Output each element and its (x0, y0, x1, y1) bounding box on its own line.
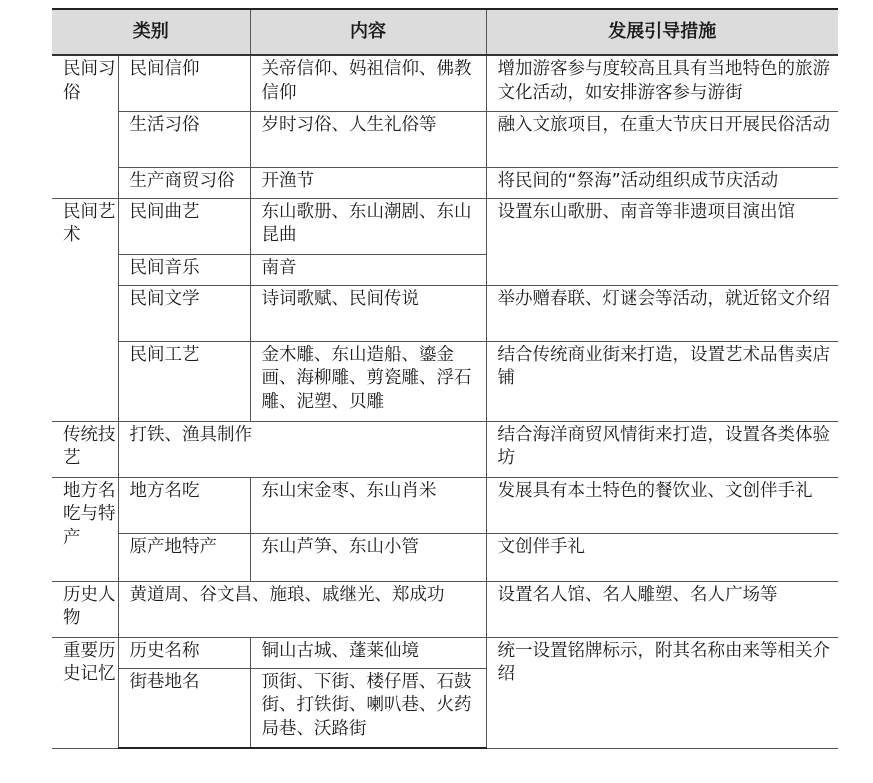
content-cell: 黄道周、谷文昌、施琅、戚继光、郑成功 (118, 581, 486, 637)
header-content: 内容 (250, 9, 486, 55)
measure-cell: 结合传统商业街来打造，设置艺术品售卖店铺 (486, 341, 838, 421)
measure-cell: 设置名人馆、名人雕塑、名人广场等 (486, 581, 838, 637)
subcategory-cell: 历史名称 (118, 637, 250, 668)
category-historical-memory: 重要历史记忆 (52, 637, 118, 748)
header-category: 类别 (52, 9, 250, 55)
content-cell: 开渔节 (250, 167, 486, 198)
measures-table (52, 8, 838, 749)
subcategory-cell: 民间信仰 (118, 55, 250, 111)
subcategory-cell: 生产商贸习俗 (118, 167, 250, 198)
content-cell: 东山歌册、东山潮剧、东山昆曲 (250, 198, 486, 254)
measure-cell: 举办赠春联、灯谜会等活动，就近铭文介绍 (486, 285, 838, 341)
subcategory-cell: 民间音乐 (118, 254, 250, 285)
measure-cell: 将民间的“祭海”活动组织成节庆活动 (486, 167, 838, 198)
content-cell: 岁时习俗、人生礼俗等 (250, 111, 486, 167)
subcategory-cell: 地方名吃 (118, 477, 250, 533)
table-row (52, 477, 838, 533)
measure-cell: 发展具有本土特色的餐饮业、文创伴手礼 (486, 477, 838, 533)
content-cell: 诗词歌赋、民间传说 (250, 285, 486, 341)
content-cell: 东山芦笋、东山小管 (250, 533, 486, 581)
category-folk-customs: 民间习俗 (52, 55, 118, 198)
subcategory-cell: 民间文学 (118, 285, 250, 341)
content-cell: 东山宋金枣、东山肖米 (250, 477, 486, 533)
measure-cell: 融入文旅项目，在重大节庆日开展民俗活动 (486, 111, 838, 167)
table-row (52, 581, 838, 637)
subcategory-cell: 原产地特产 (118, 533, 250, 581)
table-row (52, 285, 838, 341)
measure-cell: 增加游客参与度较高且具有当地特色的旅游文化活动，如安排游客参与游街 (486, 55, 838, 111)
table-row (52, 637, 838, 668)
content-cell: 南音 (250, 254, 486, 285)
measure-cell: 文创伴手礼 (486, 533, 838, 581)
category-folk-arts: 民间艺术 (52, 198, 118, 421)
table-header-row (52, 9, 838, 55)
content-cell: 顶街、下街、楼仔厝、石鼓街、打铁街、喇叭巷、火药局巷、沃路街 (250, 668, 486, 748)
subcategory-cell: 民间工艺 (118, 341, 250, 421)
table-row (52, 421, 838, 477)
subcategory-cell: 街巷地名 (118, 668, 250, 748)
category-local-specialties: 地方名吃与特产 (52, 477, 118, 581)
measure-cell: 结合海洋商贸风情街来打造，设置各类体验坊 (486, 421, 838, 477)
measure-cell: 统一设置铭牌标示，附其名称由来等相关介绍 (486, 637, 838, 748)
table-row (52, 341, 838, 421)
content-cell: 金木雕、东山造船、鎏金画、海柳雕、剪瓷雕、浮石雕、泥塑、贝雕 (250, 341, 486, 421)
table-row (52, 167, 838, 198)
table-row (52, 111, 838, 167)
content-cell: 关帝信仰、妈祖信仰、佛教信仰 (250, 55, 486, 111)
content-cell: 打铁、渔具制作 (118, 421, 486, 477)
table-row (52, 198, 838, 254)
table-row (52, 533, 838, 581)
content-cell: 铜山古城、蓬莱仙境 (250, 637, 486, 668)
header-measures: 发展引导措施 (486, 9, 838, 55)
subcategory-cell: 生活习俗 (118, 111, 250, 167)
measure-cell: 设置东山歌册、南音等非遗项目演出馆 (486, 198, 838, 285)
table-row (52, 55, 838, 111)
category-traditional-skills: 传统技艺 (52, 421, 118, 477)
category-historical-figures: 历史人物 (52, 581, 118, 637)
subcategory-cell: 民间曲艺 (118, 198, 250, 254)
